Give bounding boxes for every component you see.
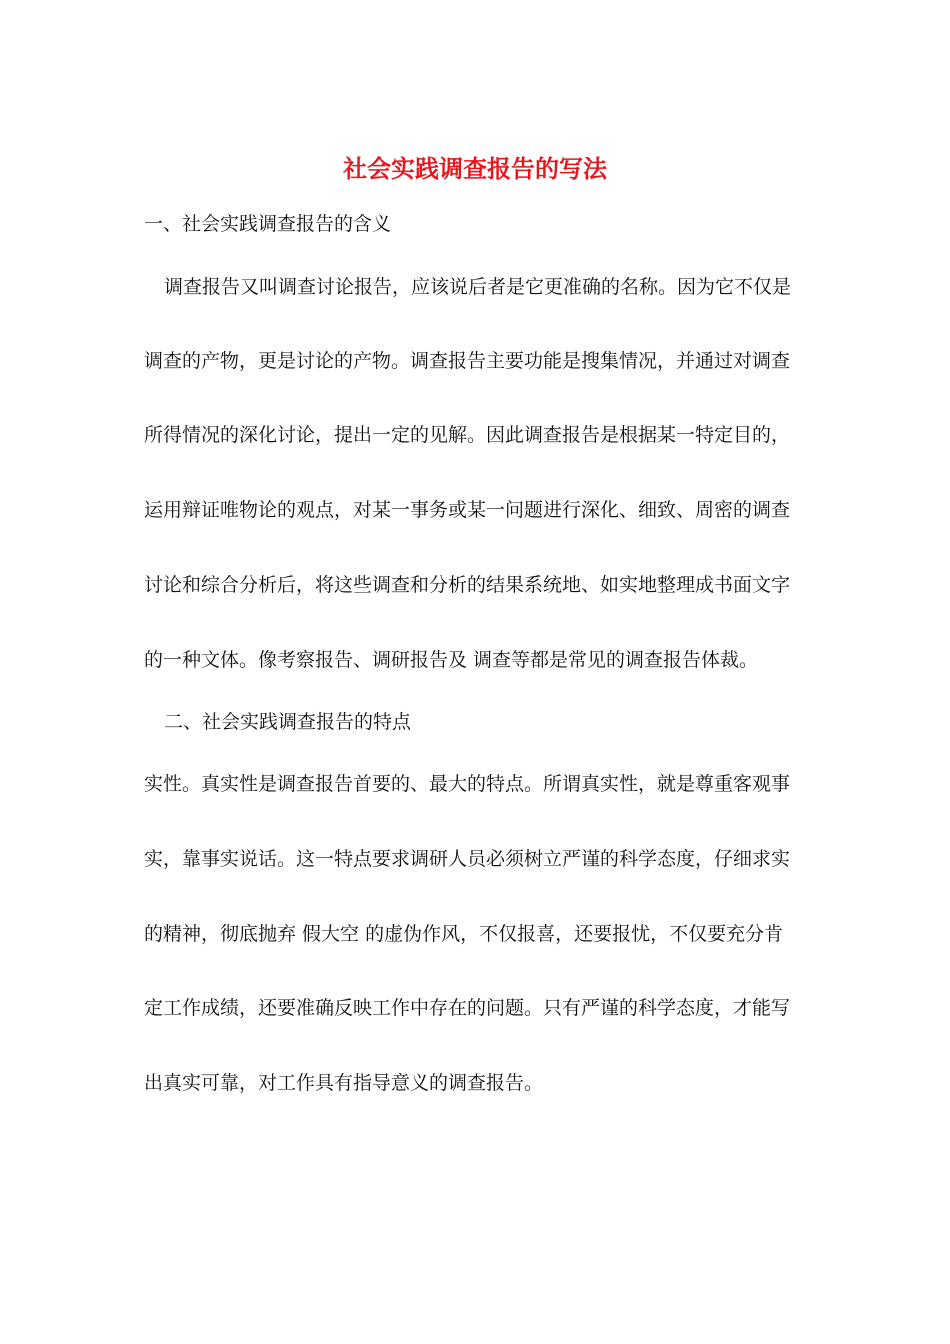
paragraph-line: 的一种文体。像考察报告、调研报告及 调查等都是常见的调查报告体裁。 xyxy=(144,649,759,671)
paragraph-line: 实，靠事实说话。这一特点要求调研人员必须树立严谨的科学态度，仔细求实 xyxy=(144,848,791,870)
paragraph-line: 所得情况的深化讨论，提出一定的见解。因此调查报告是根据某一特定目的， xyxy=(144,424,791,446)
paragraph-line: 运用辩证唯物论的观点，对某一事务或某一问题进行深化、细致、周密的调查 xyxy=(144,499,791,521)
paragraph-line: 调查的产物，更是讨论的产物。调查报告主要功能是搜集情况，并通过对调查 xyxy=(144,350,791,372)
paragraph-line: 调查报告又叫调查讨论报告，应该说后者是它更准确的名称。因为它不仅是 xyxy=(164,276,792,298)
section-heading-1: 一、社会实践调查报告的含义 xyxy=(144,213,392,235)
paragraph-line: 出真实可靠，对工作具有指导意义的调查报告。 xyxy=(144,1072,544,1094)
paragraph-line: 定工作成绩，还要准确反映工作中存在的问题。只有严谨的科学态度，才能写 xyxy=(144,997,791,1019)
paragraph-line: 讨论和综合分析后，将这些调查和分析的结果系统地、如实地整理成书面文字 xyxy=(144,574,791,596)
paragraph-line: 实性。真实性是调查报告首要的、最大的特点。所谓真实性，就是尊重客观事 xyxy=(144,773,791,795)
section-heading-2: 二、社会实践调查报告的特点 xyxy=(164,711,412,733)
paragraph-line: 的精神，彻底抛弃 假大空 的虚伪作风，不仅报喜，还要报忧，不仅要充分肯 xyxy=(144,923,784,945)
document-title: 社会实践调查报告的写法 xyxy=(343,154,607,183)
